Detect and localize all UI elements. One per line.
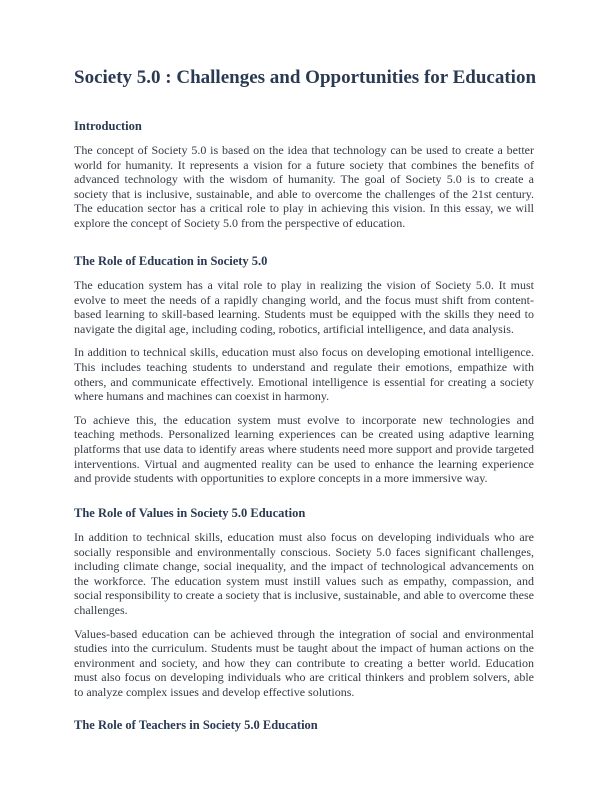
section-heading: The Role of Teachers in Society 5.0 Education <box>74 718 318 732</box>
section-role-of-values <box>74 505 534 700</box>
paragraph: The concept of Society 5.0 is based on the idea that technology can be used to create a better world for humanity. It represents a vision for a future society that combines the benefits of advanced technology with the wisdom of humanity. The goal of Society 5.0 is to create a society that is inclusive, sustainable, and able to overcome the challenges of the 21st century. The education sector has a critical role to play in achieving this vision. In this essay, we will explore the concept of Society 5.0 from the perspective of education. <box>74 143 534 230</box>
section-role-of-teachers <box>74 717 534 733</box>
paragraph: In addition to technical skills, education must also focus on developing individuals who are socially responsible and environmentally conscious. Society 5.0 faces significant challenges, including climate change, social inequality, and the impact of technological advancements on the workforce. The education system must instill values such as empathy, compassion, and social responsibility to create a society that is inclusive, sustainable, and able to overcome these challenges. <box>74 530 534 617</box>
paragraph: Values-based education can be achieved through the integration of social and environmental studies into the curriculum. Students must be taught about the impact of human actions on the environment and society, and how they can contribute to creating a better world. Education must also focus on developing individuals who are critical thinkers and problem solvers, able to analyze complex issues and develop effective solutions. <box>74 626 534 699</box>
paragraph: In addition to technical skills, education must also focus on developing emotional intelligence. This includes teaching students to understand and regulate their emotions, empathize with others, and communicate effectively. Emotional intelligence is essential for creating a society where humans and machines can coexist in harmony. <box>74 345 534 404</box>
paragraph: The education system has a vital role to play in realizing the vision of Society 5.0. It must evolve to meet the needs of a rapidly changing world, and the focus must shift from content-based learning to skill-based learning. Students must be equipped with the skills they need to navigate the digital age, including coding, robotics, artificial intelligence, and data analysis. <box>74 278 534 336</box>
paragraph: To achieve this, the education system must evolve to incorporate new technologies and teaching methods. Personalized learning experiences can be created using adaptive learning platforms that use data to identify areas where students need more support and provide targeted interventions. Virtual and augmented reality can be used to enhance the learning experience and provide students with opportunities to explore concepts in a more immersive way. <box>74 412 534 486</box>
section-role-of-education <box>74 253 534 486</box>
page-title: Society 5.0 : Challenges and Opportunities for Education <box>74 67 537 88</box>
section-heading: The Role of Education in Society 5.0 <box>74 254 268 268</box>
section-heading: The Role of Values in Society 5.0 Education <box>74 506 306 520</box>
section-heading: Introduction <box>74 119 142 133</box>
section-introduction <box>74 118 534 231</box>
